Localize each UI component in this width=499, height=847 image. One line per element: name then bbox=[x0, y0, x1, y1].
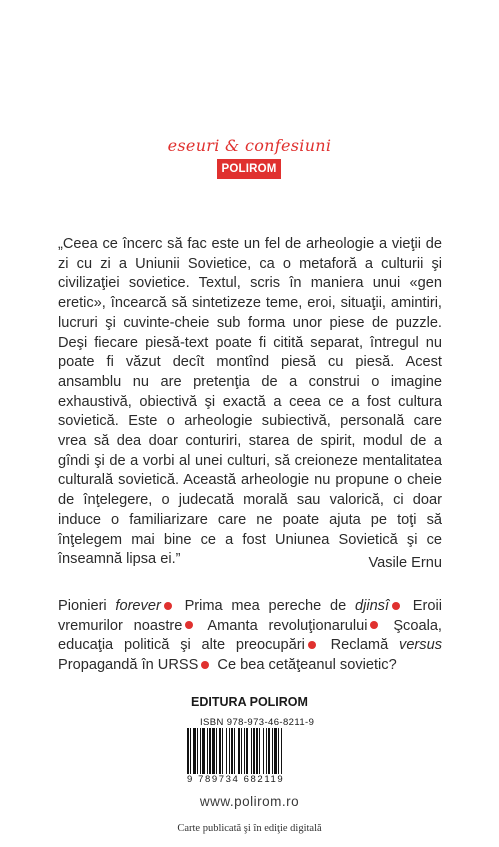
bullet-dot-icon bbox=[185, 621, 193, 629]
content-item-2: Prima mea pereche de djinsî bbox=[184, 598, 390, 614]
barcode-icon bbox=[187, 728, 313, 774]
content-item-5: Şcoala, educaţia politică şi alte preocupări bbox=[58, 617, 442, 654]
content-item-4: Amanta revoluţionarului bbox=[207, 617, 368, 634]
contents-list bbox=[58, 597, 442, 676]
quote-author: Vasile Ernu bbox=[368, 555, 442, 571]
bullet-dot-icon bbox=[164, 602, 172, 610]
brand-logo: POLIROM bbox=[217, 159, 281, 179]
content-item-3: Eroii vremurilor noastre bbox=[58, 598, 442, 634]
bullet-dot-icon bbox=[392, 602, 400, 610]
publisher-name: EDITURA POLIROM bbox=[191, 695, 308, 709]
barcode-digits: 9 789734 682119 bbox=[187, 774, 285, 785]
series-label: eseuri & confesiuni bbox=[167, 136, 332, 155]
bullet-dot-icon bbox=[308, 641, 316, 649]
content-item-1: Pionieri forever bbox=[58, 598, 161, 614]
publisher-website: www.polirom.ro bbox=[199, 794, 300, 809]
content-item-7: Ce bea cetăţeanul sovietic? bbox=[217, 657, 397, 674]
quote-text: „Ceea ce încerc să fac este un fel de arheologie a vieţii de zi cu zi a Uniunii Sovietice, ca o metaforă a culturii şi civilizaţiei sovietice. Textul, scris în maniera unui «gen eretic», încearcă să sintetizeze teme, eroi, situaţii, amintiri, lucruri şi cuvinte-cheie sub forma unor piese de puzzle. Deşi fiecare piesă-text poate fi citită separat, întregul nu poate fi văzut decît montînd piesă cu piesă. Acest ansamblu nu are pretenţia de a construi o imagine exhaustivă, obiectivă şi exactă a ceea ce a fost cultura sovietică. Este o arheologie subiectivă, personală care vrea să dea doar conturiri, starea de spirit, modul de a gîndi şi de a vorbi al unei culturi, să creioneze mentalitatea culturală sovietică. Această arheologie nu propune o cheie de înţelegere, o judecată morală sau valorică, ci doar induce o familiarizare care ne poate ajuta pe toţi să înţelegem mai bine ce a fost Uniunea Sovietică şi ce înseamnă lipsa ei.” bbox=[58, 236, 442, 568]
isbn-text: ISBN 978-973-46-8211-9 bbox=[200, 717, 315, 728]
bullet-dot-icon bbox=[370, 621, 378, 629]
content-item-6: Reclamă versus Propagandă în URSS bbox=[58, 637, 442, 674]
blurb-quote bbox=[58, 235, 442, 570]
digital-edition-note: Carte publicată şi în ediţie digitală bbox=[177, 823, 322, 834]
bullet-dot-icon bbox=[201, 661, 209, 669]
